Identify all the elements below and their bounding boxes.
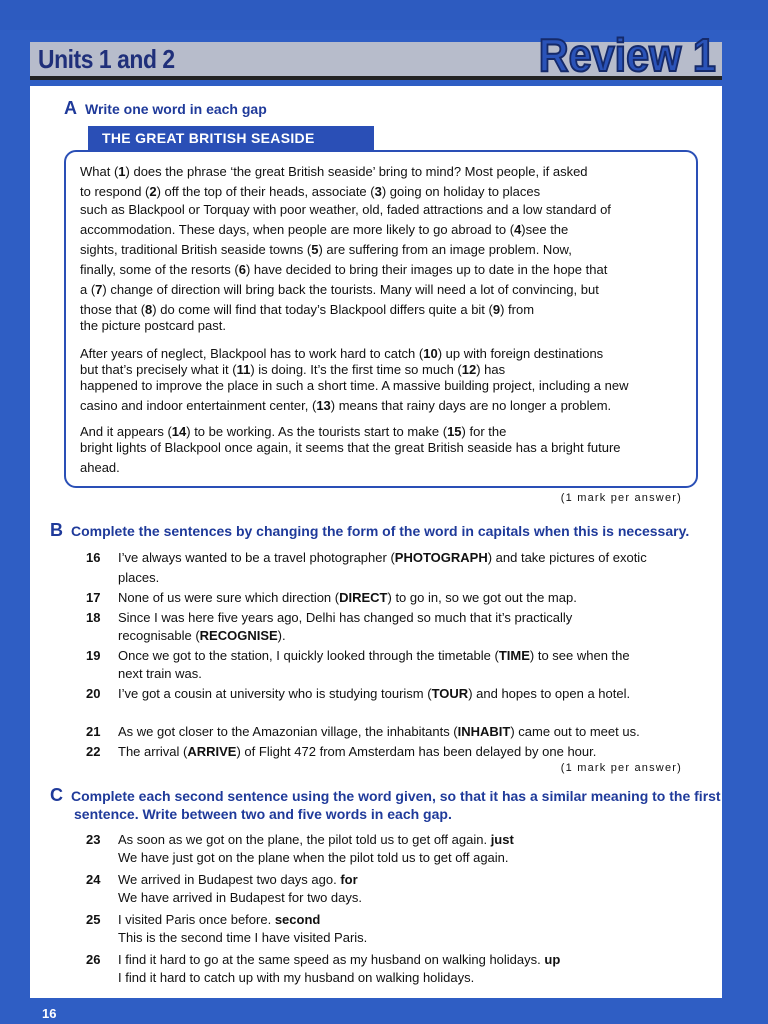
section-a-letter: A <box>64 98 77 118</box>
article-line: ahead. <box>80 460 120 475</box>
item-text: places. <box>118 570 160 585</box>
section-a-heading <box>64 98 267 119</box>
article-line: What (1) does the phrase ‘the great British seaside’ bring to mind? Most people, if asked <box>80 164 588 179</box>
article-line: a (7) change of direction will bring back the tourists. Many will need a lot of convincing, but <box>80 282 599 297</box>
header-bar <box>30 29 722 81</box>
item-number: 19 <box>86 648 101 663</box>
article-line: sights, traditional British seaside towns (5) are suffering from an image problem. Now, <box>80 242 572 257</box>
article-line: accommodation. These days, when people are more likely to go abroad to (4)see the <box>80 222 569 237</box>
item-text: recognisable (RECOGNISE). <box>118 628 286 643</box>
section-c-instruction-1: Complete each second sentence using the word given, so that it has a similar meaning to the first <box>71 788 721 804</box>
section-b-heading <box>50 520 689 541</box>
article-line: After years of neglect, Blackpool has to work hard to catch (10) up with foreign destinations <box>80 346 604 361</box>
item-number: 26 <box>86 952 101 967</box>
page-content <box>30 86 722 998</box>
item-text: The arrival (ARRIVE) of Flight 472 from Amsterdam has been delayed by one hour. <box>118 744 597 759</box>
article-line: such as Blackpool or Torquay with poor weather, old, faded attractions and a low standard of <box>80 202 611 217</box>
key-word: for <box>340 872 358 887</box>
item-text: Since I was here five years ago, Delhi has changed so much that it’s practically <box>118 610 573 625</box>
item-number: 25 <box>86 912 101 927</box>
key-word: just <box>490 832 514 847</box>
page-number: 16 <box>42 1006 57 1021</box>
article-line: but that’s precisely what it (11) is doing. It’s the first time so much (12) has <box>80 362 506 377</box>
section-a-instruction: Write one word in each gap <box>85 101 267 117</box>
article-line: those that (8) do come will find that today’s Blackpool differs quite a bit (9) from <box>80 302 535 317</box>
article-line: happened to improve the place in such a short time. A massive building project, including a new <box>80 378 629 393</box>
item-text: I’ve always wanted to be a travel photographer (PHOTOGRAPH) and take pictures of exotic <box>118 550 647 565</box>
item-second-sentence: I find it hard to catch up with my husband on walking holidays. <box>118 970 475 985</box>
item-text: None of us were sure which direction (DIRECT) to go in, so we got out the map. <box>118 590 577 605</box>
item-text: next train was. <box>118 666 202 681</box>
article-line: bright lights of Blackpool once again, it seems that the great British seaside has a bright future <box>80 440 621 455</box>
item-number: 16 <box>86 550 101 565</box>
item-second-sentence: We have arrived in Budapest for two days. <box>118 890 362 905</box>
key-word: second <box>274 912 321 927</box>
section-c-letter: C <box>50 785 63 805</box>
item-first-sentence: We arrived in Budapest two days ago. for <box>118 872 358 887</box>
item-first-sentence: I find it hard to go at the same speed as my husband on walking holidays. up <box>118 952 561 967</box>
article-title: THE GREAT BRITISH SEASIDE <box>88 126 374 150</box>
section-b-letter: B <box>50 520 63 540</box>
item-number: 17 <box>86 590 101 605</box>
article-line: casino and indoor entertainment center, (13) means that rainy days are no longer a problem. <box>80 398 612 413</box>
item-number: 22 <box>86 744 101 759</box>
top-band <box>0 0 768 30</box>
article-line: the picture postcard past. <box>80 318 226 333</box>
article-line: to respond (2) off the top of their heads, associate (3) going on holiday to places <box>80 184 541 199</box>
item-text: I’ve got a cousin at university who is studying tourism (TOUR) and hopes to open a hotel. <box>118 686 631 701</box>
section-a-mark: (1 mark per answer) <box>560 492 682 504</box>
review-title: Review 1 <box>538 29 716 81</box>
item-number: 20 <box>86 686 101 701</box>
item-number: 23 <box>86 832 101 847</box>
item-second-sentence: We have just got on the plane when the pilot told us to get off again. <box>118 850 509 865</box>
item-first-sentence: As soon as we got on the plane, the pilot told us to get off again. just <box>118 832 514 847</box>
section-c-heading <box>50 786 721 823</box>
item-number: 18 <box>86 610 101 625</box>
section-b-instruction: Complete the sentences by changing the form of the word in capitals when this is necessary. <box>71 523 690 539</box>
section-c-instruction-2: sentence. Write between two and five words in each gap. <box>74 806 452 822</box>
units-title: Units 1 and 2 <box>38 44 175 74</box>
article-line: finally, some of the resorts (6) have decided to bring their images up to date in the hope that <box>80 262 608 277</box>
section-b-mark: (1 mark per answer) <box>560 762 682 774</box>
key-word: up <box>544 952 561 967</box>
article-line: And it appears (14) to be working. As the tourists start to make (15) for the <box>80 424 507 439</box>
item-number: 21 <box>86 724 101 739</box>
item-second-sentence: This is the second time I have visited Paris. <box>118 930 368 945</box>
item-number: 24 <box>86 872 101 887</box>
item-first-sentence: I visited Paris once before. second <box>118 912 321 927</box>
item-text: As we got closer to the Amazonian village, the inhabitants (INHABIT) came out to meet us. <box>118 724 640 739</box>
item-text: Once we got to the station, I quickly looked through the timetable (TIME) to see when the <box>118 648 630 663</box>
